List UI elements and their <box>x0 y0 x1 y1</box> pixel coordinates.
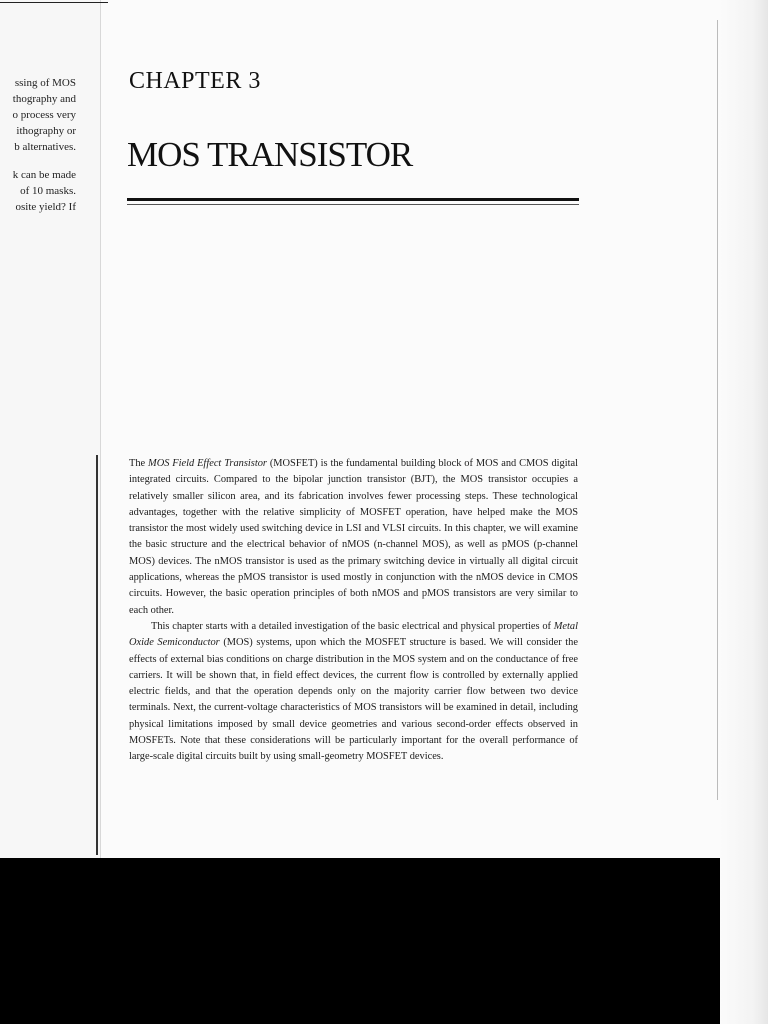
previous-page-line: ssing of MOS <box>14 77 76 89</box>
previous-page-line: thography and <box>12 93 76 105</box>
chapter-body-text <box>129 456 578 766</box>
italic-term: Metal Oxide Semiconductor <box>129 620 578 649</box>
previous-page-line: b alternatives. <box>14 141 76 153</box>
right-page-edge <box>720 0 768 1024</box>
body-paragraph-1 <box>129 456 578 619</box>
paragraph-text: (MOSFET) is the fundamental building block of MOS and CMOS digital integrated circuits. Compared to the bipolar junction transistor (BJT), the MOS transistor occupies a relatively smaller silicon area, and its fabrication involves fewer processing steps. These technological advantages, together with the relative simplicity of MOSFET operation, have helped make the MOS transistor the most widely used switching device in LSI and VLSI circuits. In this chapter, we will examine the basic structure and the electrical behavior of nMOS (n-channel MOS), as well as pMOS (p-channel MOS) devices. The nMOS transistor is used as the primary switching device in virtually all digital circuit applications, whereas the pMOS transistor is used mostly in conjunction with the nMOS device in CMOS circuits. However, the basic operation principles of both nMOS and pMOS transistors are very similar to each other. <box>129 458 579 616</box>
chapter-label: CHAPTER 3 <box>129 68 261 94</box>
previous-page-line: of 10 masks. <box>20 185 76 197</box>
previous-page-line: ithography or <box>16 125 76 137</box>
scan-dark-area <box>0 858 720 1024</box>
previous-page-fragment <box>0 0 101 860</box>
previous-page-line: o process very <box>12 109 76 121</box>
title-rule-thin <box>127 204 579 205</box>
body-paragraph-2 <box>129 619 578 766</box>
paragraph-lead: The <box>129 458 149 469</box>
previous-page-line: k can be made <box>12 169 76 181</box>
right-edge-line <box>717 20 718 800</box>
paragraph-text: (MOS) systems, upon which the MOSFET structure is based. We will consider the effects of external bias conditions on charge distribution in the MOS system and on the conductance of free carriers. It will be shown that, in field effect devices, the current flow is controlled by externally applied electric fields, and that the operation depends only on the majority carrier flow between two device terminals. Next, the current-voltage characteristics of MOS transistors will be examined in detail, including physical limitations imposed by small device geometries and various second-order effects observed in MOSFETs. Note that these considerations will be particularly important for the overall performance of large-scale digital circuits built by using small-geometry MOSFET devices. <box>129 637 578 763</box>
previous-page-line: osite yield? If <box>15 201 76 213</box>
paragraph-lead: This chapter starts with a detailed investigation of the basic electrical and physical properties of <box>151 620 554 632</box>
previous-page-top-rule <box>0 2 108 3</box>
page-binding-shadow <box>96 455 98 855</box>
italic-term: MOS Field Effect Transistor <box>148 458 267 469</box>
chapter-title: MOS TRANSISTOR <box>127 135 413 174</box>
title-rule <box>127 198 579 201</box>
